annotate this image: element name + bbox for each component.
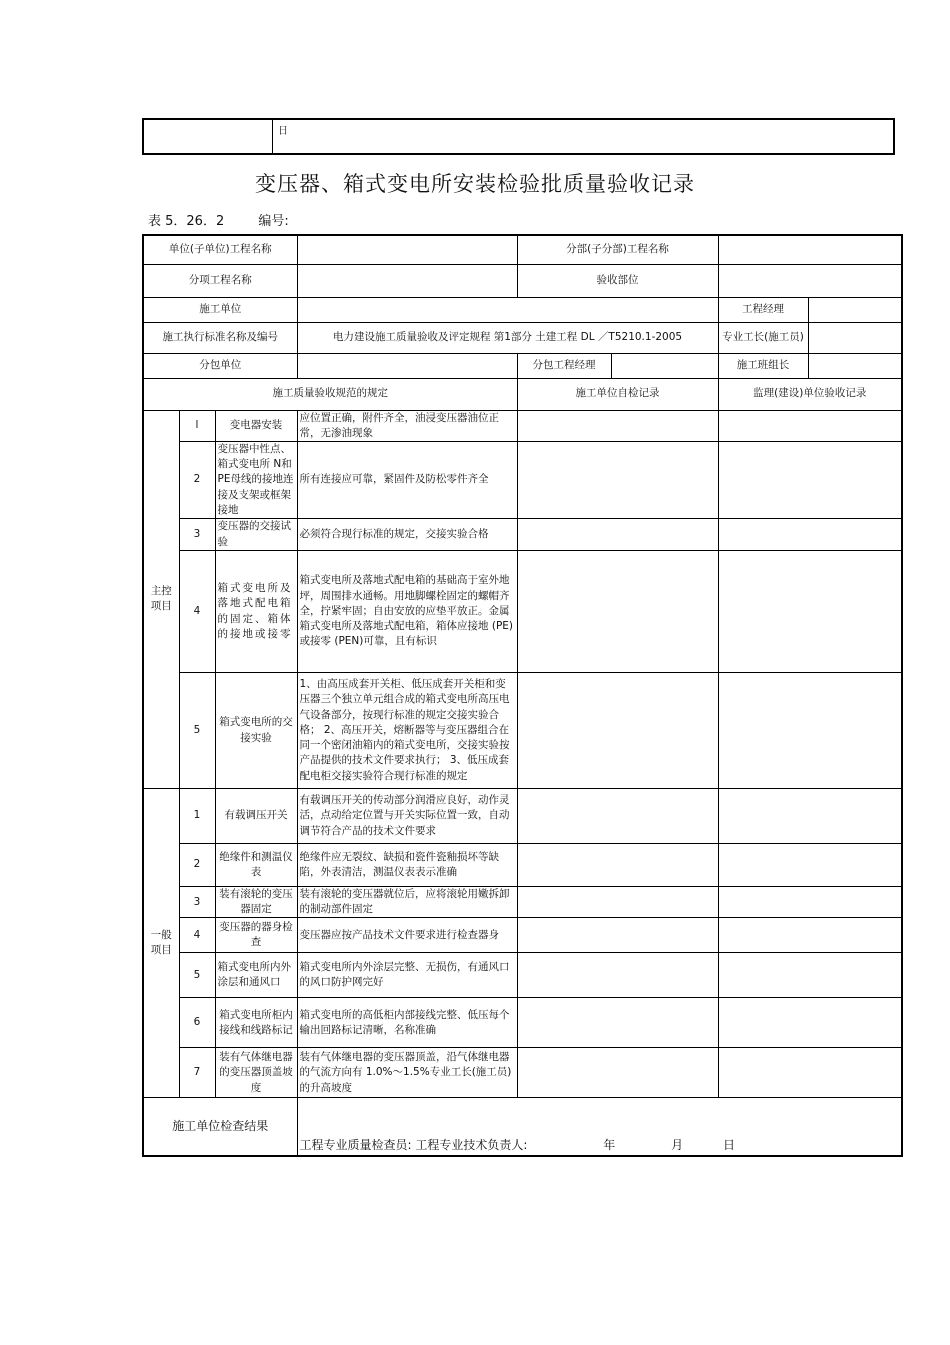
item-name: 变压器中性点、箱式变电所 N和 PE母线的接地连接及支架或框架接地 xyxy=(215,441,297,518)
self-check-cell[interactable] xyxy=(517,844,718,887)
row-item-name xyxy=(143,264,902,297)
self-check-cell[interactable] xyxy=(517,953,718,998)
item-name: 变电器安装 xyxy=(215,410,297,441)
item-desc: 所有连接应可靠，紧固件及防松零件齐全 xyxy=(297,441,517,518)
item-no: 2 xyxy=(179,844,215,887)
month-label: 月 xyxy=(671,1138,684,1153)
item-desc: 箱式变电所的高低柜内部接线完整、低压每个输出回路标记清晰，名称准确 xyxy=(297,998,517,1048)
col-self-header: 施工单位自检记录 xyxy=(517,378,718,410)
self-check-cell[interactable] xyxy=(517,998,718,1048)
general-items-label: 一般项目 xyxy=(143,789,179,1098)
item-no: 4 xyxy=(179,551,215,673)
sub-unit-label: 分部(子分部)工程名称 xyxy=(517,235,718,264)
table-row xyxy=(143,551,902,673)
self-check-cell[interactable] xyxy=(517,887,718,918)
supervisor-cell[interactable] xyxy=(718,918,902,953)
subcontract-manager-label: 分包工程经理 xyxy=(517,353,611,378)
subcontract-manager-value[interactable] xyxy=(611,353,718,378)
code-label: 编号: xyxy=(258,214,289,229)
supervisor-cell[interactable] xyxy=(718,844,902,887)
subcontract-unit-value[interactable] xyxy=(297,353,517,378)
table-number: 表 5．26．2 xyxy=(148,214,225,229)
item-name: 装有气体继电器的变压器顶盖坡度 xyxy=(215,1048,297,1098)
construction-unit-label: 施工单位 xyxy=(143,297,297,322)
supervisor-cell[interactable] xyxy=(718,998,902,1048)
row-check-result xyxy=(143,1098,902,1157)
item-name-value[interactable] xyxy=(297,264,517,297)
self-check-cell[interactable] xyxy=(517,551,718,673)
top-continuation-box xyxy=(142,118,895,155)
project-manager-label: 工程经理 xyxy=(718,297,808,322)
item-name: 装有滚轮的变压器固定 xyxy=(215,887,297,918)
table-meta xyxy=(148,210,319,229)
standard-label: 施工执行标准名称及编号 xyxy=(143,322,297,353)
subcontract-unit-label: 分包单位 xyxy=(143,353,297,378)
team-leader-label: 施工班组长 xyxy=(718,353,808,378)
item-name: 变压器的器身检查 xyxy=(215,918,297,953)
page-title: 变压器、箱式变电所安装检验批质量验收记录 xyxy=(255,172,695,196)
row-column-headers xyxy=(143,378,902,410)
acceptance-part-value[interactable] xyxy=(718,264,902,297)
self-check-cell[interactable] xyxy=(517,673,718,789)
item-no: 3 xyxy=(179,887,215,918)
main-items-label: 主控项目 xyxy=(143,410,179,789)
supervisor-cell[interactable] xyxy=(718,551,902,673)
self-check-cell[interactable] xyxy=(517,1048,718,1098)
unit-name-value[interactable] xyxy=(297,235,517,264)
item-name: 绝缘件和测温仪表 xyxy=(215,844,297,887)
table-row xyxy=(143,918,902,953)
item-no: 1 xyxy=(179,789,215,844)
item-desc: 有载调压开关的传动部分润滑应良好，动作灵活，点动给定位置与开关实际位置一致，自动调节符合产品的技术文件要求 xyxy=(297,789,517,844)
sub-unit-value[interactable] xyxy=(718,235,902,264)
day-label: 日 xyxy=(722,1138,735,1153)
year-label: 年 xyxy=(603,1138,616,1153)
inspection-table xyxy=(142,234,903,1157)
foreman-value[interactable] xyxy=(808,322,902,353)
table-row xyxy=(143,887,902,918)
item-desc: 应位置正确，附件齐全，油浸变压器油位正常，无渗油现象 xyxy=(297,410,517,441)
construction-unit-value[interactable] xyxy=(297,297,718,322)
team-leader-value[interactable] xyxy=(808,353,902,378)
supervisor-cell[interactable] xyxy=(718,1048,902,1098)
table-row xyxy=(143,519,902,551)
row-standard xyxy=(143,322,902,353)
result-sign-cell[interactable] xyxy=(297,1098,902,1157)
standard-value: 电力建设施工质量验收及评定规程 第1部分 土建工程 DL ／T5210.1-2005 xyxy=(297,322,718,353)
item-name: 箱式变电所内外涂层和通风口 xyxy=(215,953,297,998)
item-name: 箱式变电所及落地式配电箱的固定、箱体的接地或接零 xyxy=(215,551,297,673)
unit-name-label: 单位(子单位)工程名称 xyxy=(143,235,297,264)
table-row xyxy=(143,1048,902,1098)
item-desc: 箱式变电所及落地式配电箱的基础高于室外地坪，周围排水通畅。用地脚螺栓固定的螺帽齐全，拧紧牢固；自由安放的应垫平放正。金属箱式变电所及落地式配电箱，箱体应接地 (PE) 或接零 (PEN)可靠，且有标识 xyxy=(297,551,517,673)
table-row xyxy=(143,441,902,518)
table-row xyxy=(143,998,902,1048)
item-no: 4 xyxy=(179,918,215,953)
item-desc: 1、由高压成套开关柜、低压成套开关柜和变压器三个独立单元组合成的箱式变电所高压电气设备部分，按现行标准的规定交接实验合格； 2、高压开关，熔断器等与变压器组合在同一个密闭油箱内的箱式变电所，交接实验按产品提供的技术文件要求执行； 3、低压成套配电柜交接实验符合现行标准的规定 xyxy=(297,673,517,789)
item-no: 2 xyxy=(179,441,215,518)
item-name: 有载调压开关 xyxy=(215,789,297,844)
supervisor-cell[interactable] xyxy=(718,673,902,789)
project-manager-value[interactable] xyxy=(808,297,902,322)
table-row xyxy=(143,953,902,998)
item-name: 变压器的交接试验 xyxy=(215,519,297,551)
item-name-label: 分项工程名称 xyxy=(143,264,297,297)
self-check-cell[interactable] xyxy=(517,441,718,518)
item-desc: 绝缘件应无裂纹、缺损和瓷件瓷釉损坏等缺陷，外表清洁，测温仪表表示准确 xyxy=(297,844,517,887)
self-check-cell[interactable] xyxy=(517,918,718,953)
top-box-day-label: 日 xyxy=(278,126,288,137)
top-box-divider xyxy=(272,120,273,153)
item-no: 5 xyxy=(179,673,215,789)
supervisor-cell[interactable] xyxy=(718,410,902,441)
item-name: 箱式变电所柜内接线和线路标记 xyxy=(215,998,297,1048)
item-desc: 变压器应按产品技术文件要求进行检查器身 xyxy=(297,918,517,953)
acceptance-part-label: 验收部位 xyxy=(517,264,718,297)
item-desc: 箱式变电所内外涂层完整、无损伤，有通风口的风口防护网完好 xyxy=(297,953,517,998)
table-row xyxy=(143,789,902,844)
supervisor-cell[interactable] xyxy=(718,519,902,551)
item-desc: 装有气体继电器的变压器顶盖，沿气体继电器的气流方向有 1.0%～1.5%专业工长(施工员)的升高坡度 xyxy=(297,1048,517,1098)
self-check-cell[interactable] xyxy=(517,789,718,844)
result-label: 施工单位检查结果 xyxy=(143,1098,297,1157)
foreman-label: 专业工长(施工员) xyxy=(718,322,808,353)
self-check-cell[interactable] xyxy=(517,410,718,441)
signers-label: 工程专业质量检查员: 工程专业技术负责人: xyxy=(299,1138,528,1153)
item-no: 3 xyxy=(179,519,215,551)
supervisor-cell[interactable] xyxy=(718,789,902,844)
supervisor-cell[interactable] xyxy=(718,887,902,918)
item-no: 5 xyxy=(179,953,215,998)
col-spec-header: 施工质量验收规范的规定 xyxy=(143,378,517,410)
table-row xyxy=(143,410,902,441)
table-row xyxy=(143,844,902,887)
item-name: 箱式变电所的交接实验 xyxy=(215,673,297,789)
row-construction-unit xyxy=(143,297,902,322)
supervisor-cell[interactable] xyxy=(718,953,902,998)
item-no: 6 xyxy=(179,998,215,1048)
col-super-header: 监理(建设)单位验收记录 xyxy=(718,378,902,410)
row-unit-name xyxy=(143,235,902,264)
self-check-cell[interactable] xyxy=(517,519,718,551)
item-desc: 必须符合现行标准的规定，交接实验合格 xyxy=(297,519,517,551)
item-desc: 装有滚轮的变压器就位后，应将滚轮用嫩拆卸的制动部件固定 xyxy=(297,887,517,918)
supervisor-cell[interactable] xyxy=(718,441,902,518)
row-subcontract xyxy=(143,353,902,378)
item-no: l xyxy=(179,410,215,441)
item-no: 7 xyxy=(179,1048,215,1098)
table-row xyxy=(143,673,902,789)
